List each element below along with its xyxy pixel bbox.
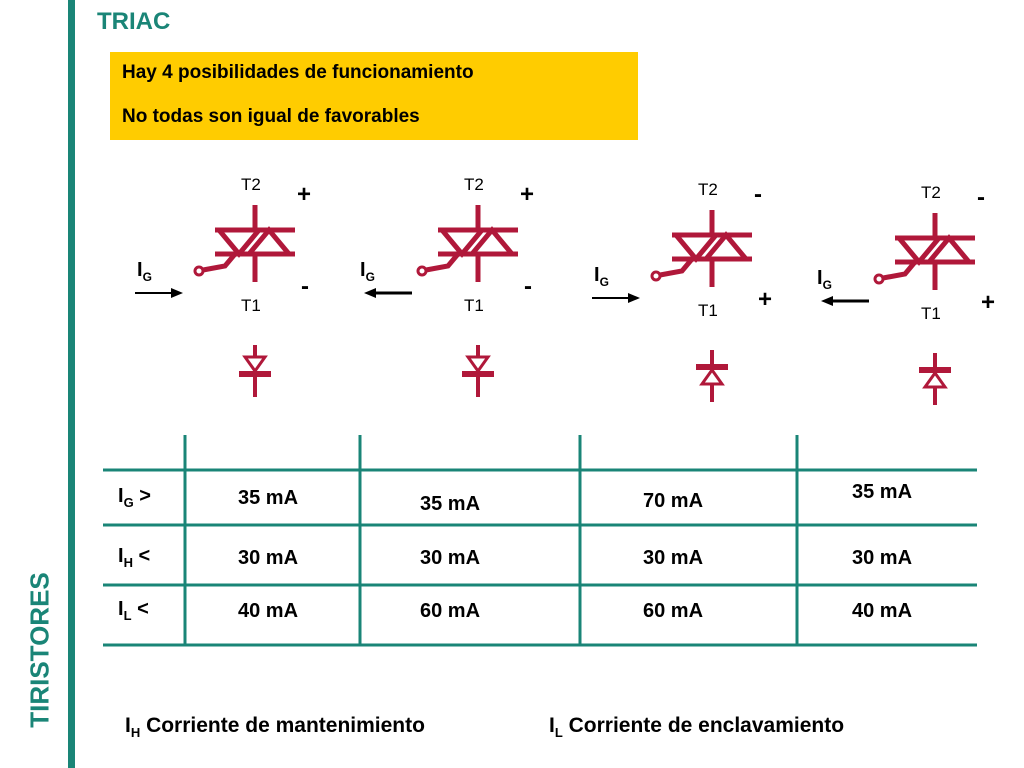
label-ig: $I_G$ bbox=[594, 264, 609, 289]
table-cell: 60 mA bbox=[643, 600, 704, 622]
gate-terminal bbox=[195, 267, 203, 275]
label-ig: $I_G$ bbox=[137, 259, 152, 284]
row-label-g: $I_G$ > bbox=[118, 485, 151, 510]
table-cell: 70 mA bbox=[643, 490, 704, 512]
row-label-h: $I_H$ < bbox=[118, 545, 151, 570]
note-line-1: Hay 4 posibilidades de funcionamiento bbox=[122, 62, 474, 83]
label-t2: T2 bbox=[921, 183, 941, 202]
page-title: TRIAC bbox=[97, 8, 171, 35]
legend-ih: $I_H$ Corriente de mantenimiento bbox=[125, 714, 425, 741]
sign-t1: + bbox=[758, 286, 773, 313]
gate-arrowhead bbox=[821, 296, 833, 306]
label-t1: T1 bbox=[464, 296, 484, 315]
gate-arrowhead bbox=[364, 288, 376, 298]
sign-t2: - bbox=[977, 184, 985, 211]
diode-triangle bbox=[925, 373, 945, 387]
gate-terminal bbox=[418, 267, 426, 275]
gate-terminal bbox=[875, 275, 883, 283]
table-cell: 35 mA bbox=[852, 481, 913, 503]
label-t1: T1 bbox=[241, 296, 261, 315]
sign-t1: - bbox=[524, 273, 532, 300]
table-cell: 40 mA bbox=[238, 600, 299, 622]
gate-terminal bbox=[652, 272, 660, 280]
sign-t1: - bbox=[301, 273, 309, 300]
table-cell: 35 mA bbox=[420, 493, 481, 515]
label-t1: T1 bbox=[698, 301, 718, 320]
diode-bar bbox=[462, 371, 494, 377]
note-line-2: No todas son igual de favorables bbox=[122, 106, 420, 127]
diode-bar bbox=[239, 371, 271, 377]
label-t1: T1 bbox=[921, 304, 941, 323]
quadrant-4 bbox=[817, 183, 995, 405]
sign-t1: + bbox=[981, 289, 996, 316]
label-t2: T2 bbox=[464, 175, 484, 194]
gate-arrowhead bbox=[628, 293, 640, 303]
quadrant-2 bbox=[360, 175, 534, 397]
gate-arrowhead bbox=[171, 288, 183, 298]
label-ig: $I_G$ bbox=[360, 259, 375, 284]
label-ig: $I_G$ bbox=[817, 267, 832, 292]
table-cell: 30 mA bbox=[643, 547, 704, 569]
sign-t2: + bbox=[520, 181, 535, 208]
quadrant-1 bbox=[135, 175, 311, 397]
table-cell: 40 mA bbox=[852, 600, 913, 622]
sign-t2: - bbox=[754, 181, 762, 208]
diode-triangle bbox=[468, 357, 488, 371]
table-cell: 30 mA bbox=[420, 547, 481, 569]
table-cell: 60 mA bbox=[420, 600, 481, 622]
label-t2: T2 bbox=[698, 180, 718, 199]
table-cell: 30 mA bbox=[852, 547, 913, 569]
sign-t2: + bbox=[297, 181, 312, 208]
diode-triangle bbox=[702, 370, 722, 384]
diode-triangle bbox=[245, 357, 265, 371]
table-cell: 35 mA bbox=[238, 487, 299, 509]
row-label-l: $I_L$ < bbox=[118, 598, 149, 623]
table-cell: 30 mA bbox=[238, 547, 299, 569]
legend-il: $I_L$ Corriente de enclavamiento bbox=[549, 714, 845, 741]
label-t2: T2 bbox=[241, 175, 261, 194]
quadrant-3 bbox=[592, 180, 772, 402]
side-title: TIRISTORES bbox=[24, 572, 55, 728]
